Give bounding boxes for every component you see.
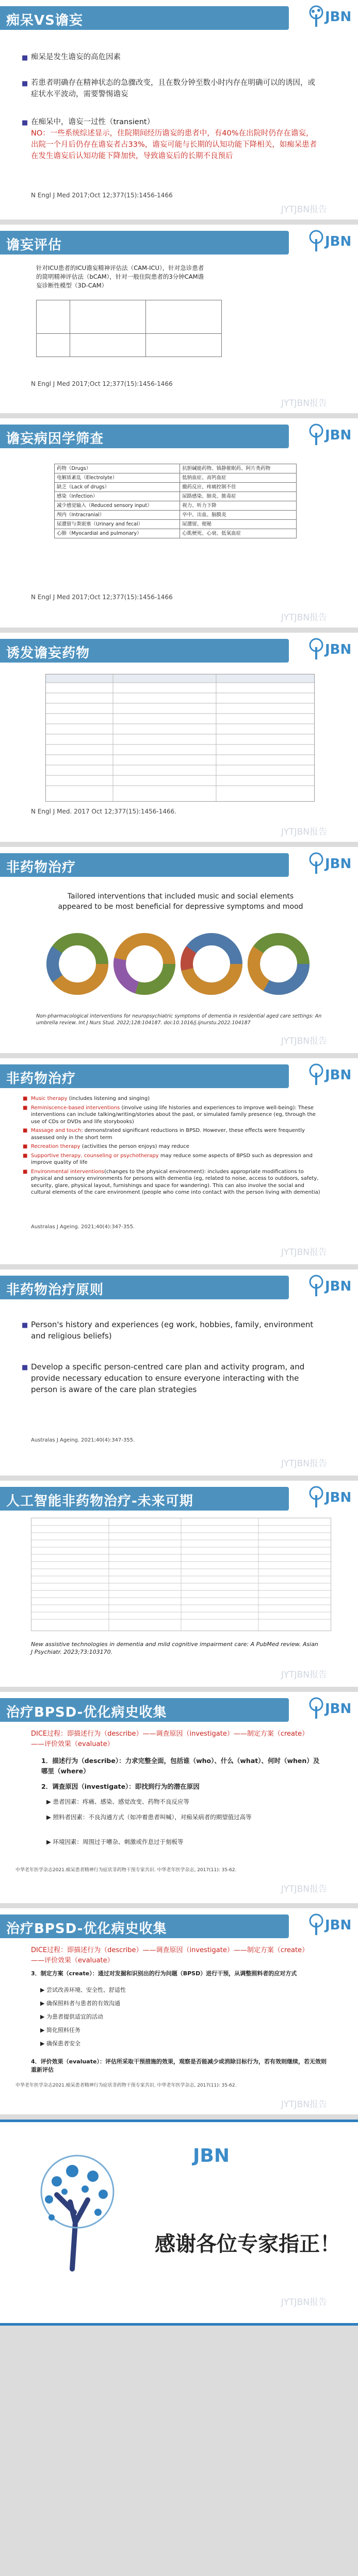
- table-cell: 药物（Drugs）: [55, 464, 180, 473]
- citation: N Engl J Med 2017;Oct 12;377(15):1456-1466: [31, 192, 173, 199]
- slide-title: 治疗BPSD-优化病史收集: [6, 1705, 167, 1720]
- figure-caption: New assistive technologies in dementia and mild cognitive impairment care: A PubMed review. Asian J Psychiatr. 2023;73:103170.: [31, 1641, 318, 1655]
- watermark: JYTJBN报告: [281, 205, 327, 215]
- sub-item: [46, 1812, 320, 1822]
- assessment-text: 针对ICU患者的ICU谵妄精神评估法（CAM-ICU），针对急诊患者的简明精神评估法（bCAM），针对一般住院患者的3分钟CAM谵妄诊断性模型（3D-CAM）: [36, 264, 204, 289]
- list-item: [23, 1127, 325, 1141]
- tree-icon: [307, 230, 325, 252]
- slide-title: 诱发谵妄药物: [6, 646, 90, 661]
- jbn-logo: [307, 1696, 352, 1721]
- list-item: [23, 1143, 325, 1150]
- jbn-logo: [307, 1485, 352, 1510]
- table-cell: 颅内（Intracranial）: [55, 511, 180, 520]
- logo-text: JBN: [325, 234, 352, 249]
- step-text: 4．评价效果（evaluate）：评估所采取干预措施的效果，观察是否能减少或消除目标行为，若有效则继续，若无效则重新评估: [31, 2058, 327, 2073]
- watermark: JYTJBN报告: [281, 1459, 327, 1469]
- figure-caption: Non-pharmacological interventions for neuropsychiatric symptoms of dementia in residential aged care settings: An umbrella review. Int J Nurs Stud. 2022;128:104187. doi:10.1016/j.ijnurstu.2022.104187: [36, 1013, 322, 1026]
- watermark: JYTJBN报告: [281, 1884, 327, 1894]
- jbn-logo: [307, 851, 352, 876]
- donut-chart: [53, 939, 102, 989]
- table-cell: 低钠血症、高钙血症: [180, 473, 297, 483]
- bullet-item: [22, 116, 320, 162]
- slide-title: 非药物治疗: [6, 1071, 76, 1087]
- slide-drugs-inducing-delirium: [0, 633, 358, 842]
- bullet-icon: ■: [23, 1105, 28, 1111]
- bullet-icon: ■: [22, 1321, 28, 1329]
- logo-text: JBN: [325, 1701, 352, 1717]
- jbn-logo: [307, 1912, 352, 1937]
- table-row: [55, 464, 297, 473]
- dice-flow: DICE过程：即描述行为（describe）——调查原因（investigate）——制定方案（create）——评价效果（evaluate）: [31, 1946, 309, 1964]
- logo-text: JBN: [325, 1918, 352, 1933]
- watermark: JYTJBN报告: [281, 398, 327, 409]
- tree-icon: [307, 1697, 325, 1720]
- table-cell: 尿潴留与粪嵌塞（Urinary and fecal）: [55, 520, 180, 529]
- watermark: JYTJBN报告: [281, 827, 327, 837]
- item-head: Music therapy: [31, 1096, 68, 1101]
- item-head: Reminiscence-based interventions: [31, 1105, 120, 1111]
- tree-icon: [307, 1063, 325, 1086]
- logo-text: JBN: [193, 2145, 230, 2166]
- arrow-icon: ▶: [46, 1838, 51, 1845]
- slide-title-banner: [0, 1914, 289, 1938]
- slide-title-banner: [0, 6, 289, 30]
- table-cell: 感染（Infection）: [55, 492, 180, 501]
- bullet-icon: ■: [22, 80, 28, 88]
- item-head: Recreation therapy: [31, 1144, 80, 1149]
- slide-title: 非药物治疗原则: [6, 1282, 104, 1298]
- table-cell: 减少感觉输入（Reduced sensory input）: [55, 501, 180, 511]
- citation: N Engl J Med 2017;Oct 12;377(15):1456-1466: [31, 594, 173, 601]
- bullet-item: [22, 52, 320, 63]
- step-text: 2．调查原因（investigate）：即找到行为的潜在原因: [41, 1783, 200, 1790]
- citation: Australas J Ageing. 2021;40(4):347-355.: [31, 1224, 135, 1230]
- thanks-text: 感谢各位专家指正！: [155, 2232, 340, 2256]
- slide-dementia-vs-delirium: [0, 0, 358, 219]
- sub-item: [46, 1797, 320, 1807]
- slide-etiology-screening: [0, 418, 358, 628]
- slide-title-banner: [0, 1487, 289, 1511]
- sub-item: [40, 2010, 319, 2024]
- table-row: [55, 483, 297, 492]
- table-cell: 心肺（Myocardial and pulmonary）: [55, 529, 180, 538]
- bullet-icon: ■: [23, 1128, 28, 1133]
- bullet-icon: ■: [23, 1168, 28, 1175]
- therapy-list: [23, 1095, 325, 1198]
- item-head: Supportive therapy, counseling or psychotherapy: [31, 1153, 159, 1159]
- table-cell: 抗胆碱能药物、镇静催眠药、阿片类药物: [180, 464, 297, 473]
- page-background: [0, 2331, 358, 2576]
- item-text: (changes to the physical environment): includes appropriate modifications to physical and sensory environments for persons with dementia (eg, related to noise, access to outdoors, safety, security, glare, physical layout, furnishings and space for wandering). This can also involve the social and cultural elements of the care environment (people who come into contact with the person living with dementia): [31, 1168, 320, 1195]
- item-head: Massage and touch: [31, 1128, 82, 1133]
- slide-thanks: [0, 2120, 358, 2326]
- slide-non-drug-therapy-2: [0, 1058, 358, 1264]
- sub-list: [40, 1984, 319, 2050]
- item-head: Environmental interventions: [31, 1168, 105, 1175]
- slide-bpsd-history-1: [0, 1692, 358, 1903]
- item-text: : demonstrated significant reductions in BPSD. However, these effects were frequently assessed only in the short term: [31, 1128, 305, 1141]
- logo-text: JBN: [325, 428, 352, 443]
- sub-text: 患者因素：疼痛、感染、感觉改变、药物不良反应等: [53, 1798, 190, 1805]
- slide-title-banner: [0, 1064, 289, 1088]
- sub-item: [40, 1997, 319, 2010]
- table-cell: 卒中、出血、脑膜炎: [180, 511, 297, 520]
- slide-title: 非药物治疗: [6, 860, 76, 875]
- slide-bpsd-history-2: [0, 1908, 358, 2114]
- slide-title: 治疗BPSD-优化病史收集: [6, 1921, 167, 1937]
- table-row: [55, 473, 297, 483]
- slide-title-banner: [0, 425, 289, 448]
- bullet-icon: ■: [22, 54, 28, 62]
- drug-table-image: [45, 674, 315, 802]
- watermark: JYTJBN报告: [281, 1670, 327, 1680]
- logo-text: JBN: [325, 9, 352, 25]
- slide-title-banner: [0, 231, 289, 255]
- arrow-icon: ▶: [40, 2013, 45, 2020]
- bullet-text: Person's history and experiences (eg work, hobbies, family, environment and religious beliefs): [31, 1320, 314, 1341]
- bullet-text: Develop a specific person-centred care plan and activity program, and provide necessary education to ensure everyone interacting with the person is aware of the care plan strategies: [31, 1362, 305, 1394]
- slide-title: 谵妄评估: [6, 238, 62, 253]
- bullet-icon: ■: [23, 1096, 28, 1101]
- table-cell: 电解质紊乱（Electrolyte）: [55, 473, 180, 483]
- watermark: JYTJBN报告: [281, 2297, 327, 2308]
- table-row: [55, 520, 297, 529]
- tree-logo-icon: [21, 2150, 134, 2274]
- tree-icon: [307, 1913, 325, 1936]
- arrow-icon: ▶: [40, 2000, 45, 2007]
- item-text: (includes listening and singing): [69, 1096, 150, 1101]
- sub-text: 尝试改善环境、安全性、舒适性: [46, 1987, 126, 1993]
- bullet-item: [22, 1361, 320, 1395]
- sub-item: [40, 2037, 319, 2050]
- table-row: [55, 511, 297, 520]
- step-text: 3．制定方案（create）：通过对发掘和识别出的行为问题（BPSD）进行干预，从调整照料者的应对方式: [31, 1970, 297, 1977]
- list-item: [23, 1168, 325, 1196]
- sub-item: [40, 2024, 319, 2037]
- logo-text: JBN: [325, 856, 352, 872]
- citation: Australas J Ageing. 2021;40(4):347-355.: [31, 1437, 135, 1443]
- bullet-icon: ■: [23, 1144, 28, 1149]
- logo-text: JBN: [325, 642, 352, 657]
- bullet-text: 若患者明确存在精神状态的急骤改变，且在数分钟至数小时内存在明确可以的诱因，或症状水平波动，需要警惕谵妄: [31, 79, 315, 98]
- jbn-logo: [307, 229, 352, 253]
- jbn-logo: [307, 637, 352, 662]
- table-cell: 视力、听力下降: [180, 501, 297, 511]
- technology-table-image: [31, 1518, 331, 1631]
- sub-text: 为患者提供适宜的活动: [46, 2013, 103, 2020]
- slide-title-banner: [0, 853, 289, 877]
- bullet-icon: ■: [22, 119, 28, 127]
- jbn-logo: [307, 4, 352, 29]
- arrow-icon: ▶: [40, 2027, 45, 2033]
- donut-chart: [120, 939, 169, 989]
- bullet-icon: ■: [23, 1153, 28, 1159]
- bullet-item: [22, 1319, 320, 1342]
- slide-title-banner: [0, 1698, 289, 1722]
- item-text: may reduce some aspects of BPSD such as depression and improve quality of life: [31, 1153, 313, 1165]
- sub-text: 照料者因素：不良沟通方式（如冲着患者叫喊），对痴呆病者的期望值过高等: [53, 1814, 252, 1821]
- tree-icon: [307, 852, 325, 875]
- sub-text: 环境因素：周围过于嘈杂、刺激或作息过于刻板等: [53, 1838, 184, 1845]
- table-cell: 心肌梗死、心衰、低氧血症: [180, 529, 297, 538]
- bullet-text: 在痴呆中，谵妄一过性（transient）: [31, 118, 155, 126]
- etiology-table: [54, 464, 297, 538]
- logo-text: JBN: [325, 1067, 352, 1083]
- slide-ai-non-drug: [0, 1481, 358, 1687]
- tree-icon: [307, 1275, 325, 1297]
- list-item: [23, 1105, 325, 1126]
- jbn-logo: [307, 1062, 352, 1087]
- watermark: JYTJBN报告: [281, 1036, 327, 1046]
- jbn-logo: [307, 422, 352, 447]
- jbn-logo: [307, 1274, 352, 1298]
- item-text: (involve using life histories and experiences to improve well-being): These interventions can include talking/writing/stories about the past, or simulated family presence (eg, through the use of CDs or DVDs and life storybooks): [31, 1105, 316, 1125]
- donut-charts: [41, 925, 320, 1003]
- bullet-text: 痴呆是发生谵妄的高危因素: [31, 53, 121, 61]
- slide-title: 人工智能非药物治疗-未来可期: [6, 1494, 193, 1509]
- list-item: [23, 1153, 325, 1166]
- top-bar: [0, 2120, 358, 2122]
- watermark: JYTJBN报告: [281, 2099, 327, 2110]
- slide-title: 谵妄病因学筛查: [6, 431, 104, 447]
- bullet-item: [22, 77, 320, 100]
- tree-icon: [307, 423, 325, 446]
- step-text: 1．描述行为（describe）：力求完整全面，包括谁（who）、什么（what）、何时（when）及哪里（where）: [41, 1757, 320, 1775]
- slide-non-drug-principles: [0, 1269, 358, 1476]
- tree-icon: [307, 638, 325, 660]
- slide-non-drug-therapy-1: [0, 847, 358, 1053]
- table-cell: 撤药反应、疼痛控制不佳: [180, 483, 297, 492]
- arrow-icon: ▶: [40, 2040, 45, 2047]
- citation: 中华老年医学杂志2021.痴呆患者精神行为症状非药物干预专家共识. 中华老年医学杂志, 2017(11): 35-62.: [15, 1868, 237, 1873]
- intro-text: Tailored interventions that included music and social elements appeared to be most beneficial for depressive symptoms and mood: [58, 892, 303, 911]
- logo-text: JBN: [325, 1279, 352, 1294]
- table-row: [55, 529, 297, 538]
- sub-item: [46, 1837, 320, 1847]
- arrow-icon: ▶: [40, 1987, 45, 1993]
- citation: 中华老年医学杂志2021.痴呆患者精神行为症状非药物干预专家共识. 中华老年医学杂志, 2017(11): 35-62.: [15, 2083, 237, 2088]
- sub-item: [40, 1984, 319, 1997]
- slide-title-banner: [0, 639, 289, 663]
- list-item: [23, 1095, 325, 1103]
- citation: N Engl J Med 2017;Oct 12;377(15):1456-1466: [31, 380, 173, 387]
- arrow-icon: ▶: [46, 1798, 51, 1805]
- tree-icon: [307, 1486, 325, 1509]
- jbn-logo: [193, 2140, 234, 2165]
- bullet-text-red: NO：一些系统综述显示，住院期间经历谵妄的患者中，有40%在出院时仍存在谵妄，出院一个月后仍存在谵妄者占33%，谵妄可能与长期的认知功能下降相关，如痴呆患者在发生谵妄后认知功能下降加快，导致谵妄后的长期不良预后: [31, 129, 317, 160]
- table-cell: 尿路感染、肺炎、脓毒症: [180, 492, 297, 501]
- table-cell: 尿潴留、便秘: [180, 520, 297, 529]
- sub-text: 确保照料者与患者的有效沟通: [46, 2000, 120, 2007]
- citation: N Engl J Med. 2017 Oct 12;377(15):1456-1466.: [31, 808, 177, 815]
- bullet-icon: ■: [22, 1364, 28, 1371]
- arrow-icon: ▶: [46, 1814, 51, 1821]
- table-row: [55, 501, 297, 511]
- slide-title: 痴呆VS谵妄: [6, 13, 83, 28]
- tree-icon: [307, 5, 325, 28]
- slide-delirium-assessment: [0, 225, 358, 413]
- bottom-bar: [0, 2323, 358, 2326]
- logo-text: JBN: [325, 1490, 352, 1505]
- table-cell: 缺乏（Lack of drugs）: [55, 483, 180, 492]
- donut-chart: [187, 939, 236, 989]
- sub-text: 简化照料任务: [46, 2027, 80, 2033]
- technology-table-lines: [31, 1518, 331, 1631]
- item-text: (activities the person enjoys) may reduce: [82, 1144, 189, 1149]
- donut-chart: [254, 939, 303, 989]
- slide-title-banner: [0, 1276, 289, 1299]
- sub-text: 确保患者安全: [46, 2040, 80, 2047]
- dice-flow: DICE过程：即描述行为（describe）——调查原因（investigate）——制定方案（create）——评价效果（evaluate）: [31, 1730, 309, 1748]
- drug-table-lines: [46, 674, 314, 801]
- watermark: JYTJBN报告: [281, 1247, 327, 1258]
- table-row: [55, 492, 297, 501]
- assessment-table: [36, 300, 222, 357]
- watermark: JYTJBN报告: [281, 613, 327, 623]
